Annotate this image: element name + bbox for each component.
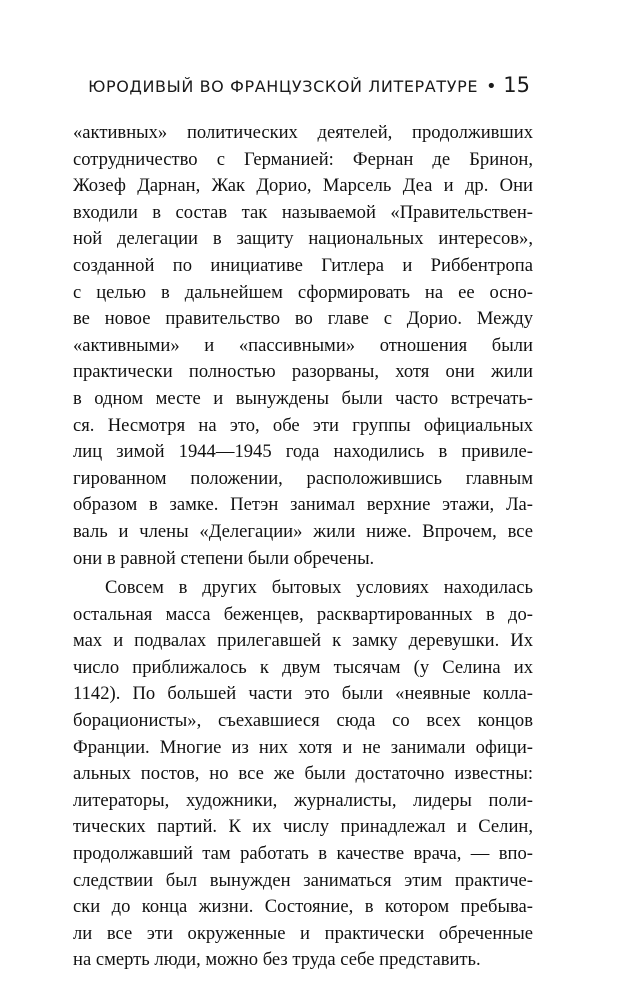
text-line: валь и члены «Делегации» жили ниже. Впрочем, все: [73, 520, 533, 542]
body-text: [73, 120, 533, 974]
text-line: ся. Несмотря на это, обе эти группы официальных: [73, 414, 533, 436]
running-header: [70, 70, 530, 100]
paragraph-1: [73, 120, 533, 572]
text-line: остальная масса беженцев, расквартированных в до-: [73, 603, 533, 625]
running-header-title: ЮРОДИВЫЙ ВО ФРАНЦУЗСКОЙ ЛИТЕРАТУРЕ: [88, 77, 479, 96]
text-line: продолжавший там работать в качестве врача, — впо-: [73, 843, 533, 865]
text-line: Совсем в других бытовых условиях находилась: [105, 577, 533, 599]
text-line: на смерть люди, можно без труда себе представить.: [73, 949, 481, 971]
text-line: число приближалось к двум тысячам (у Селина их: [73, 656, 533, 678]
text-line: «активными» и «пассивными» отношения были: [73, 334, 533, 356]
text-line: ной делегации в защиту национальных интересов»,: [73, 228, 533, 250]
text-line: они в равной степени были обречены.: [73, 547, 375, 569]
text-line: альных постов, но все же были достаточно известны:: [73, 763, 533, 785]
running-header-bullet: •: [486, 76, 498, 97]
text-line: литераторы, художники, журналисты, лидеры поли-: [73, 789, 533, 811]
text-line: с целью в дальнейшем сформировать на ее осно-: [73, 281, 533, 303]
text-line: следствии был вынужден заниматься этим практиче-: [73, 869, 533, 891]
text-line: ве новое правительство во главе с Дорио. Между: [73, 308, 533, 330]
text-line: практически полностью разорваны, хотя они жили: [73, 361, 533, 383]
text-line: лиц зимой 1944—1945 года находились в привиле-: [73, 441, 533, 463]
text-line: Жозеф Дарнан, Жак Дорио, Марсель Деа и др. Они: [73, 175, 533, 197]
text-line: ски до конца жизни. Состояние, в котором пребыва-: [73, 896, 533, 918]
page-number: 15: [503, 73, 530, 97]
text-line: созданной по инициативе Гитлера и Риббентропа: [73, 254, 533, 276]
text-line: Франции. Многие из них хотя и не занимали офици-: [73, 736, 533, 758]
text-line: 1142). По большей части это были «неявные колла-: [73, 683, 533, 705]
text-line: «активных» политических деятелей, продолживших: [73, 122, 533, 143]
paragraph-2: [73, 575, 533, 974]
text-line: гированном положении, расположившись главным: [73, 467, 533, 489]
text-line: в одном месте и вынуждены были часто встречать-: [73, 387, 533, 409]
text-line: входили в состав так называемой «Правительствен-: [73, 201, 533, 223]
text-line: мах и подвалах прилегавшей к замку деревушки. Их: [73, 630, 533, 652]
text-line: ли все эти окруженные и практически обреченные: [73, 922, 533, 944]
text-line: борационисты», съехавшиеся сюда со всех концов: [73, 710, 533, 732]
text-line: тических партий. К их числу принадлежал и Селин,: [73, 816, 533, 838]
text-line: сотрудничество с Германией: Фернан де Бринон,: [73, 148, 533, 170]
text-line: образом в замке. Петэн занимал верхние этажи, Ла-: [73, 494, 533, 516]
